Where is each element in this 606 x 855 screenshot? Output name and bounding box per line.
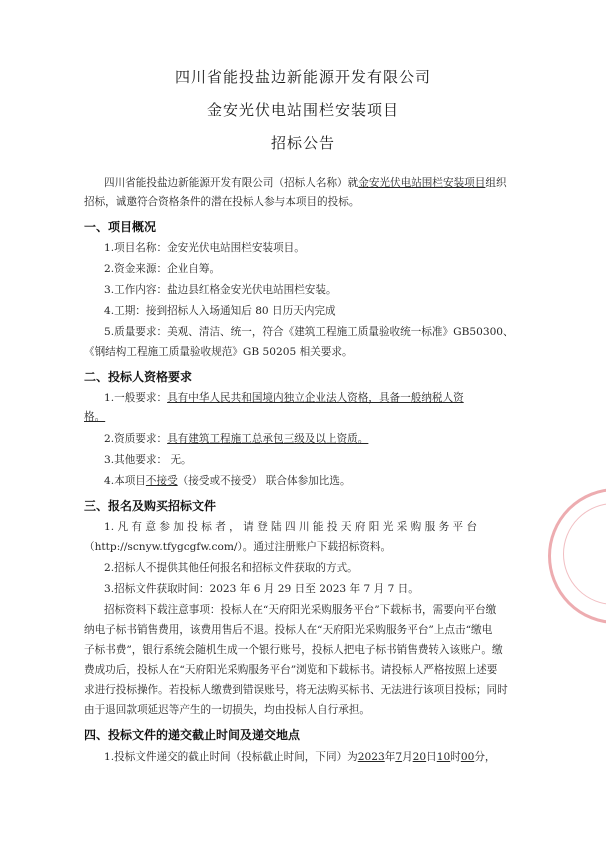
s4-minute-unit: 分， xyxy=(474,751,496,763)
s2-item-3: 3.其他要求： 无。 xyxy=(104,454,192,466)
s3-note-line-4: 费成功后，投标人在“天府阳光采购服务平台”浏览和下载标书。请投标人严格按照上述要 xyxy=(84,664,498,676)
s2-item-1-label: 1.一般要求： xyxy=(104,392,168,404)
s3-item-3: 3.招标文件获取时间：2023 年 6 月 29 日至 2023 年 7 月 7 日。 xyxy=(104,583,419,595)
s2-item-1-value: 具有中华人民共和国境内独立企业法人资格，具备一般纳税人资 xyxy=(167,392,464,404)
intro-text-c: 组织 xyxy=(485,177,507,189)
s2-item-4 xyxy=(104,474,351,488)
s2-item-1 xyxy=(104,391,464,405)
seal-inner-ring xyxy=(563,503,606,605)
section-2-heading: 二、投标人资格要求 xyxy=(84,370,193,384)
intro-line-1 xyxy=(104,176,507,190)
document-type-title: 招标公告 xyxy=(270,134,335,152)
s3-note-line-6: 由于退回款项延迟等产生的一切损失，均由投标人自行承担。 xyxy=(84,704,371,716)
s1-item-5-line-2: 《钢结构工程施工质量验收规范》GB 50205 相关要求。 xyxy=(84,346,353,358)
project-title: 金安光伏电站围栏安装项目 xyxy=(206,101,399,119)
s4-day-unit: 日 xyxy=(426,751,437,763)
s2-item-2 xyxy=(104,432,368,446)
s4-month-unit: 月 xyxy=(402,751,413,763)
s1-item-1: 1.项目名称：金安光伏电站围栏安装项目。 xyxy=(104,242,305,254)
s3-note-line-5: 求进行投标操作。若投标人缴费到错误账号，将无法购买标书、无法进行该项目投标；同时 xyxy=(84,684,508,696)
intro-line-2: 招标，诚邀符合资格条件的潜在投标人参与本项目的投标。 xyxy=(84,196,360,208)
intro-text-a: 四川省能投盐边新能源开发有限公司（招标人名称）就 xyxy=(104,177,359,189)
s4-item-1-text: 1.投标文件递交的截止时间（投标截止时间，下同）为 xyxy=(104,751,358,763)
s2-item-2-value: 具有建筑工程施工总承包三级及以上资质。 xyxy=(167,433,369,445)
s4-deadline-month: 7 xyxy=(395,751,403,763)
s2-item-4-choice: 不接受 xyxy=(145,475,178,487)
s3-note-line-3: 子标书费”，银行系统会随机生成一个银行账号，投标人把电子标书销售费转入该账户。缴 xyxy=(84,644,503,656)
section-1-heading: 一、项目概况 xyxy=(84,220,157,234)
s1-item-4: 4.工期：接到招标人入场通知后 80 日历天内完成 xyxy=(104,305,336,317)
section-3-heading: 三、报名及购买招标文件 xyxy=(84,499,217,513)
s4-deadline-year: 2023 xyxy=(357,751,385,763)
s3-note-line-1: 招标资料下载注意事项：投标人在“天府阳光采购服务平台”下载标书，需要向平台缴 xyxy=(104,604,497,616)
s2-item-1-cont: 格。 xyxy=(84,411,106,423)
intro-project-name: 金安光伏电站围栏安装项目 xyxy=(358,177,486,189)
s3-item-1-line-1: 1. 凡 有 意 参 加 投 标 者 ， 请 登 陆 四 川 能 投 天 府 阳 光 采 购 服 务 平 台 xyxy=(104,521,478,533)
s1-item-2: 2.资金来源：企业自筹。 xyxy=(104,263,221,275)
s4-deadline-minute: 00 xyxy=(460,751,475,763)
s4-hour-unit: 时 xyxy=(450,751,461,763)
s3-item-2: 2.招标人不提供其他任何报名和招标文件获取的方式。 xyxy=(104,562,358,574)
s3-item-1-line-2: （http://scnyw.tfygcgfw.com/）。通过注册账户下载招标资料。 xyxy=(84,541,392,553)
s4-year-unit: 年 xyxy=(384,751,396,763)
s2-item-4-c: （接受或不接受） 联合体参加比选。 xyxy=(177,475,351,487)
s3-note-line-2: 纳电子标书销售费用，该费用售后不退。投标人在“天府阳光采购服务平台”上点击“缴电 xyxy=(84,624,493,636)
s4-deadline-hour: 10 xyxy=(436,751,451,763)
section-4-heading: 四、投标文件的递交截止时间及递交地点 xyxy=(84,728,301,742)
company-seal-stamp xyxy=(548,488,606,624)
s1-item-3: 3.工作内容：盐边县红格金安光伏电站围栏安装。 xyxy=(104,284,337,296)
s4-deadline-day: 20 xyxy=(412,751,427,763)
s1-item-5-line-1: 5.质量要求：美观、清洁、统一，符合《建筑工程施工质量验收统一标准》GB50300、 xyxy=(104,326,514,338)
company-title: 四川省能投盐边新能源开发有限公司 xyxy=(174,68,431,86)
s2-item-2-label: 2.资质要求： xyxy=(104,433,168,445)
s4-item-1 xyxy=(104,750,496,764)
s2-item-4-a: 4.本项目 xyxy=(104,475,146,487)
